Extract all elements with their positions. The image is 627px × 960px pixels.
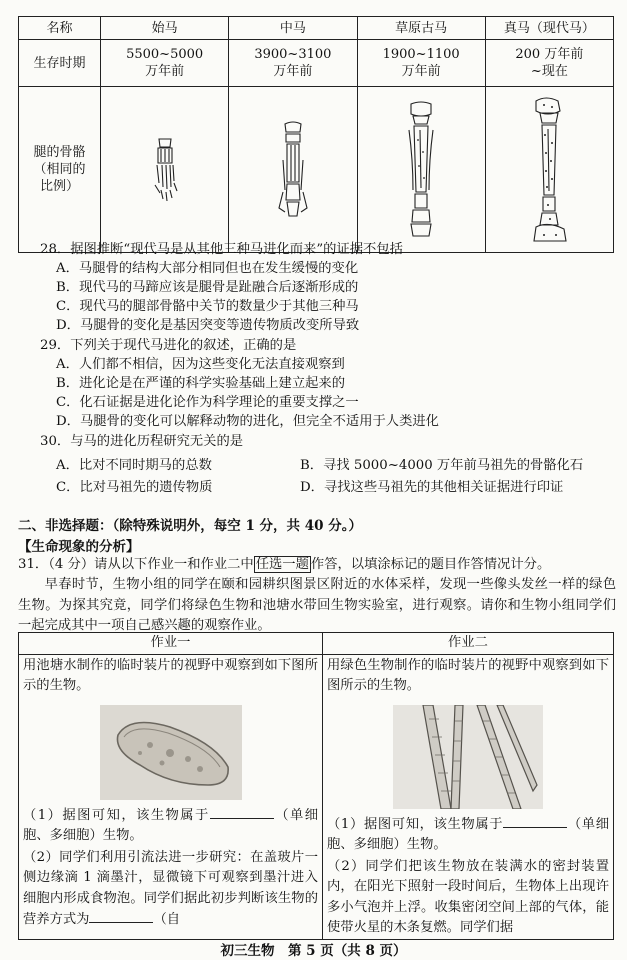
q31-paragraph: 早春时节，生物小组的同学在颐和园耕织图景区附近的水体采样，发现一些像头发丝一样的绿色生物。为探其究竟，同学们将绿色生物和池塘水带回生物实验室，进行观察。请你和生物小组同学们一起完成其中一项自己感兴趣的观察作业。 <box>18 577 616 633</box>
q28-option-d: D．马腿骨的变化是基因突变等遗传物质改变所导致 <box>56 318 360 333</box>
q28-stem: 28．据图推断“现代马是从其他三种马进化而来”的证据不包括 <box>40 242 403 257</box>
horse-evolution-table <box>18 16 614 253</box>
horse-name-2: 中马 <box>229 17 357 40</box>
horse-period-4: 200 万年前 ~现在 <box>485 40 613 87</box>
horse-name-3: 草原古马 <box>357 17 485 40</box>
assignment-2-title: 作业二 <box>323 633 614 655</box>
mesohippus-leg-bone-figure <box>229 87 357 253</box>
section2-subtitle: 【生命现象的分析】 <box>18 539 140 555</box>
horse-period-3: 1900~1100 万年前 <box>357 40 485 87</box>
assignment-2-cell <box>323 654 614 939</box>
horse-name-4: 真马（现代马） <box>485 17 613 40</box>
q30-option-a: A．比对不同时期马的总数 <box>56 458 212 473</box>
q28-option-b: B．现代马的马蹄应该是腿骨是趾融合后逐渐形成的 <box>56 280 359 295</box>
merychippus-leg-bone-figure <box>357 87 485 253</box>
paramecium-micrograph <box>100 705 242 800</box>
q31-intro: 31．（4 分）请从以下作业一和作业二中 任选一题 作答，以填涂标记的题目作答情况计分。 <box>18 557 551 572</box>
answer-blank[interactable] <box>89 909 153 923</box>
q30-option-b: B．寻找 5000~4000 万年前马祖先的骨骼化石 <box>300 458 584 473</box>
assignment-1-title: 作业一 <box>19 633 323 655</box>
table-header-label: 名称 <box>19 17 101 40</box>
assignment-1-question-2: （2）同学们利用引流法进一步研究：在盖玻片一侧边缘滴 1 滴墨汁，显微镜下可观察到墨汁进入细胞内形成食物泡。同学们据此初步判断该生物的营养方式为 （自 <box>23 849 318 927</box>
assignment-2-question-1: （1）据图可知，该生物属于 （单细胞、多细胞）生物。 <box>323 813 613 856</box>
horse-period-2: 3900~3100 万年前 <box>229 40 357 87</box>
q29-option-c: C．化石证据是进化论作为科学理论的重要支撑之一 <box>56 395 359 410</box>
q29-option-a: A．人们都不相信，因为这些变化无法直接观察到 <box>56 357 345 372</box>
assignment-1-question-1: （1）据图可知，该生物属于 （单细胞、多细胞）生物。 <box>19 804 322 847</box>
assignment-1-cell <box>19 654 323 939</box>
page-footer: 初三生物 第 5 页（共 8 页） <box>220 943 407 959</box>
q30-option-c: C．比对马祖先的遗传物质 <box>56 480 213 495</box>
assignment-table <box>18 632 614 940</box>
q29-option-b: B．进化论是在严谨的科学实验基础上建立起来的 <box>56 376 346 391</box>
equus-leg-bone-figure <box>485 87 613 253</box>
assignment-2-lead: 用绿色生物制作的临时装片的视野中观察到如下图所示的生物。 <box>327 657 609 693</box>
bone-row-label: 腿的骨骼 （相同的 比例） <box>19 87 101 253</box>
q30-option-d: D．寻找这些马祖先的其他相关证据进行印证 <box>300 480 564 495</box>
q28-option-a: A．马腿骨的结构大部分相同但也在发生缓慢的变化 <box>56 261 359 276</box>
q30-stem: 30．与马的进化历程研究无关的是 <box>40 434 244 449</box>
q29-option-d: D．马腿骨的变化可以解释动物的进化，但完全不适用于人类进化 <box>56 414 439 429</box>
assignment-2-question-2: （2）同学们把该生物放在装满水的密封装置内，在阳光下照射一段时间后，生物体上出现许多小气泡并上浮。收集密闭空间上部的气体，能使带火星的木条复燃。同学们据 <box>327 858 609 935</box>
horse-name-1: 始马 <box>101 17 229 40</box>
answer-blank[interactable] <box>210 805 274 819</box>
assignment-1-lead: 用池塘水制作的临时装片的视野中观察到如下图所示的生物。 <box>23 657 318 693</box>
q29-stem: 29．下列关于现代马进化的叙述，正确的是 <box>40 338 297 353</box>
q28-option-c: C．现代马的腿部骨骼中关节的数量少于其他三种马 <box>56 299 359 314</box>
period-row-label: 生存时期 <box>19 40 101 87</box>
horse-period-1: 5500~5000 万年前 <box>101 40 229 87</box>
answer-blank[interactable] <box>503 814 567 828</box>
algae-filament-micrograph <box>393 705 543 809</box>
choose-one-box: 任选一题 <box>255 557 309 572</box>
eohippus-leg-bone-figure <box>101 87 229 253</box>
section2-title: 二、非选择题：（除特殊说明外，每空 1 分，共 40 分。） <box>18 518 362 534</box>
